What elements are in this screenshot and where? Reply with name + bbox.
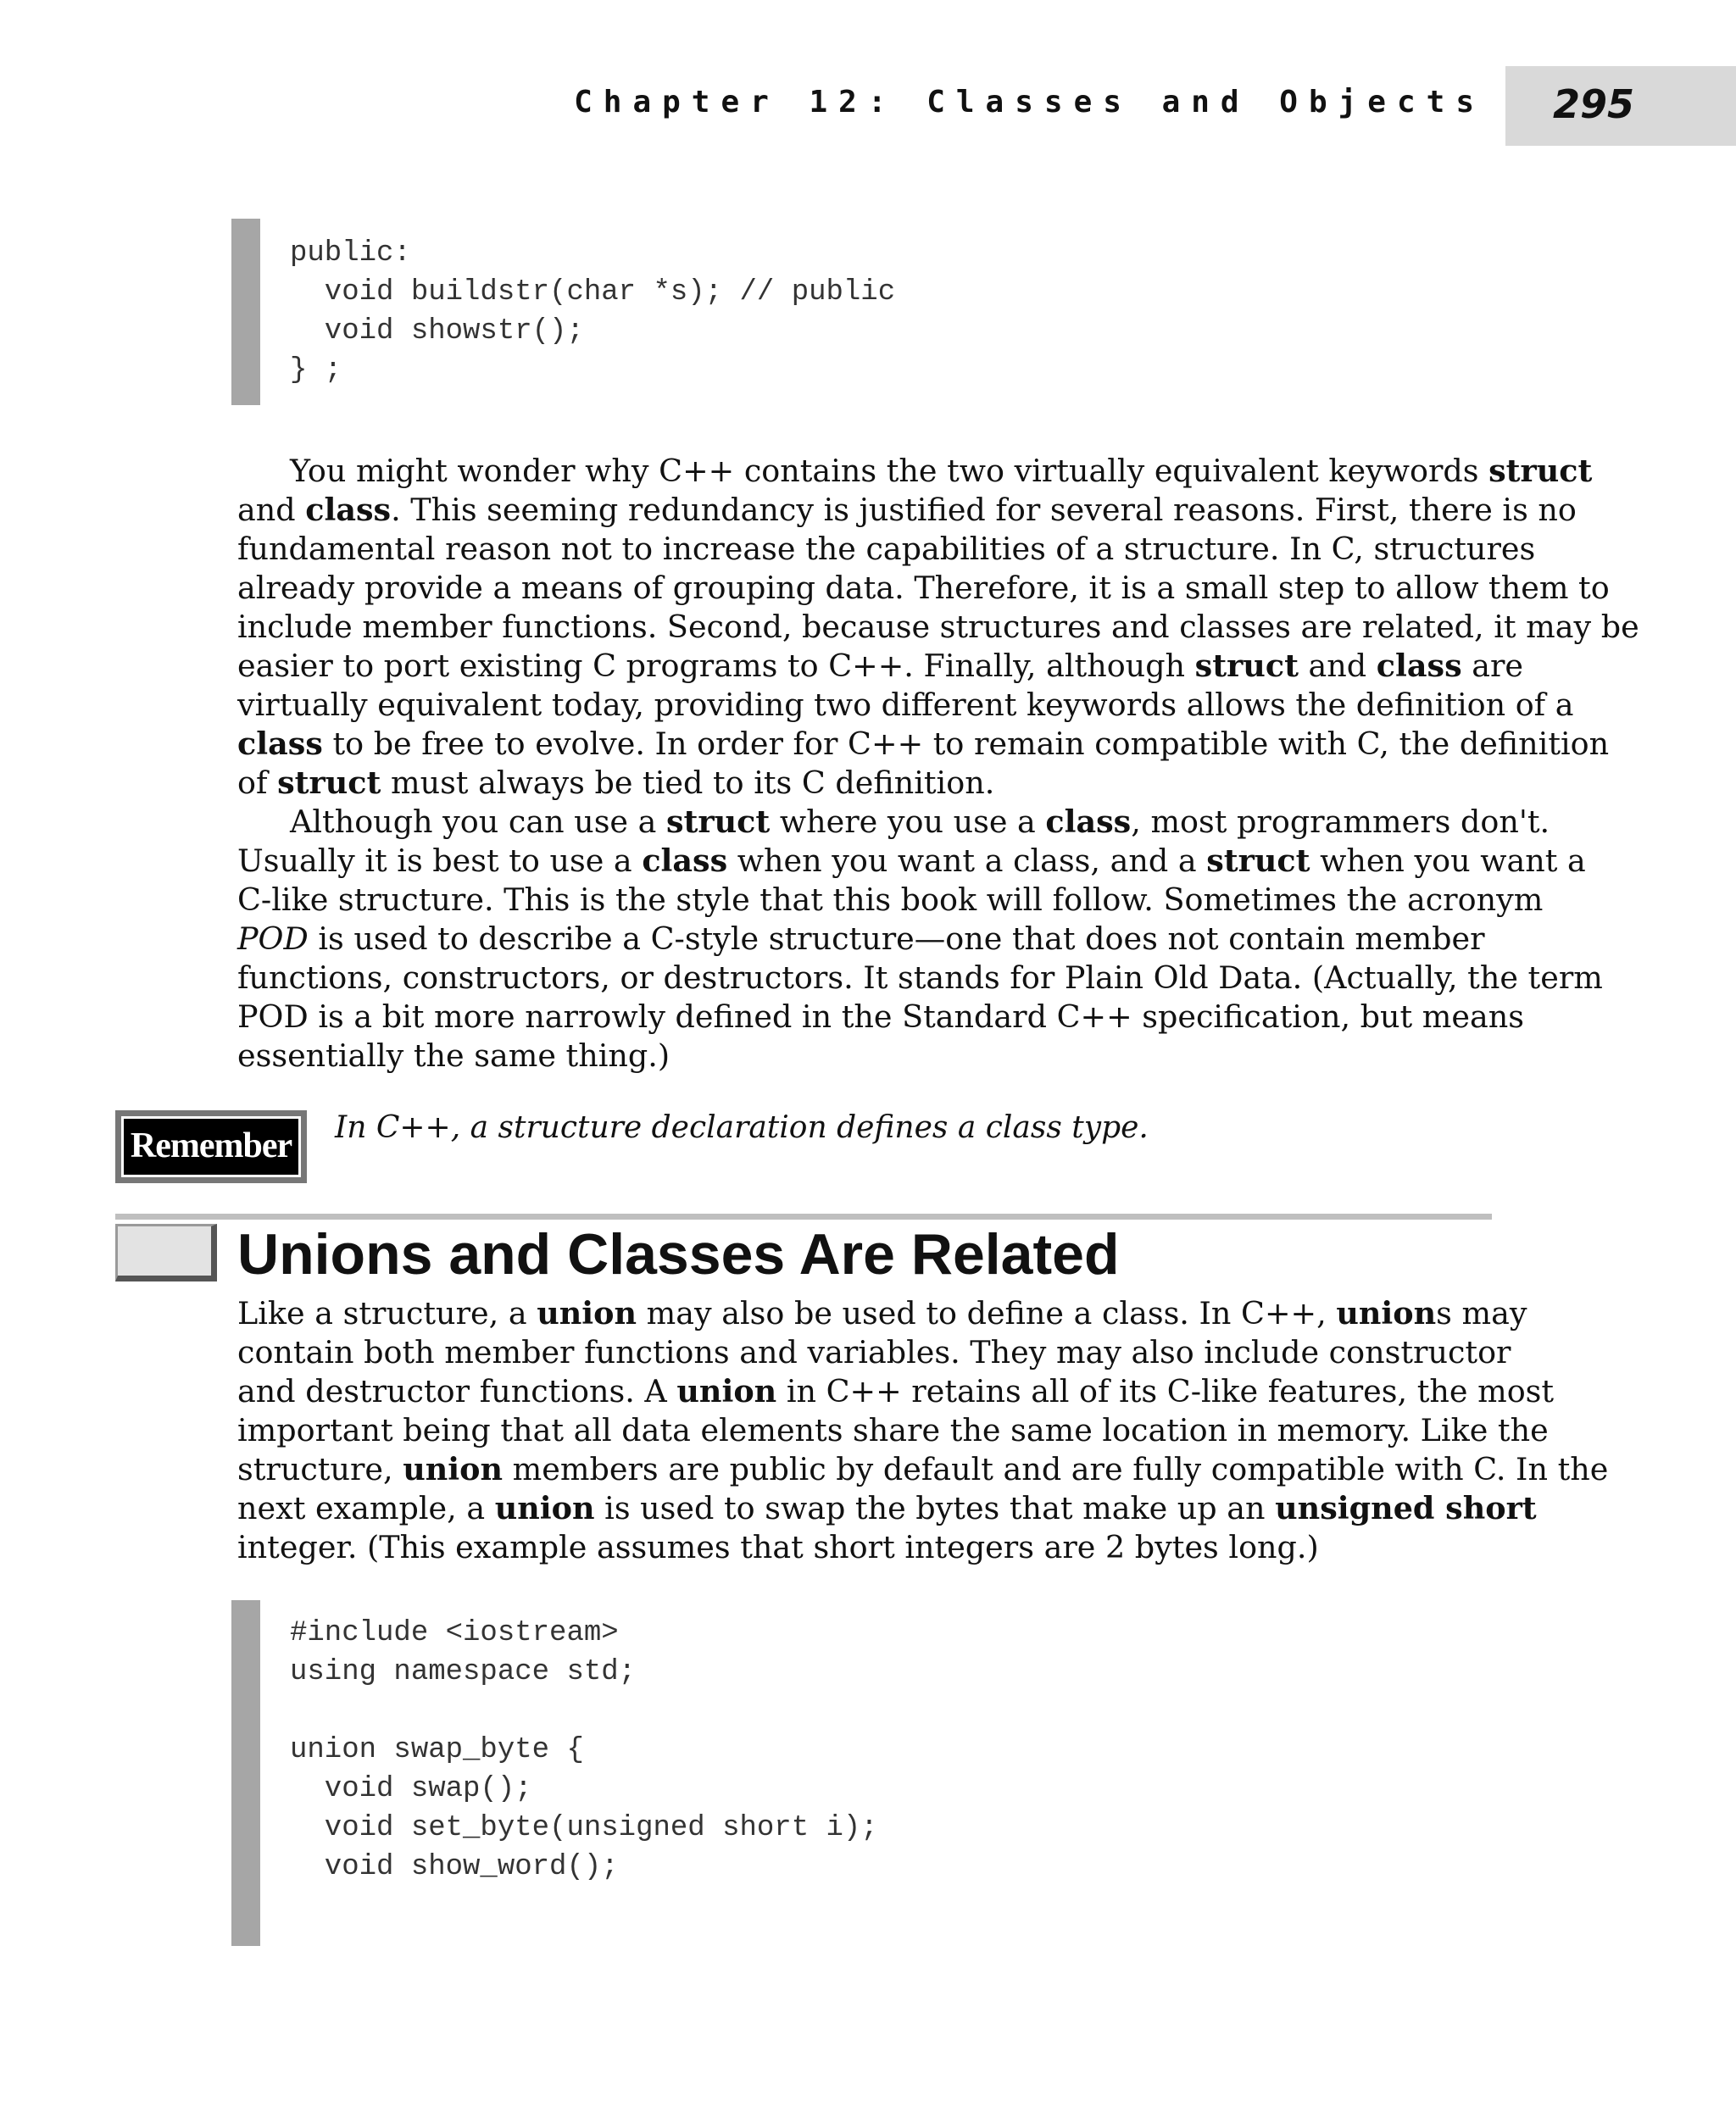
text-line bbox=[237, 725, 1610, 764]
text-line bbox=[237, 1333, 1511, 1372]
keyword: class bbox=[1045, 803, 1132, 840]
text-run: virtually equivalent today, providing two different keywords allows the definition of a bbox=[237, 687, 1574, 723]
text-line bbox=[237, 959, 1603, 998]
text-line bbox=[237, 1528, 1492, 1567]
text-run: of bbox=[237, 764, 278, 801]
text-run: POD is a bit more narrowly defined in the Standard C++ specification, but means bbox=[237, 998, 1525, 1035]
text-line bbox=[237, 569, 1610, 608]
text-run: essentially the same thing.) bbox=[237, 1037, 670, 1074]
text-line bbox=[237, 1294, 1527, 1333]
text-run: Usually it is best to use a bbox=[237, 842, 643, 879]
code-line: } ; bbox=[290, 354, 342, 386]
remember-icon bbox=[115, 1110, 307, 1183]
text-run: members are public by default and are fully compatible with C. In the bbox=[503, 1451, 1609, 1487]
code-line: void set_byte(unsigned short i); bbox=[290, 1812, 878, 1844]
text-run: integer. (This example assumes that short integers are 2 bytes long.) bbox=[237, 1529, 1319, 1565]
text-run: s may bbox=[1436, 1295, 1527, 1331]
keyword: struct bbox=[1194, 648, 1299, 684]
text-run: You might wonder why C++ contains the two virtually equivalent keywords bbox=[290, 453, 1489, 489]
text-run: is used to describe a C-style structure—one that does not contain member bbox=[308, 920, 1485, 957]
text-run: and destructor functions. A bbox=[237, 1373, 677, 1409]
text-line bbox=[237, 998, 1525, 1037]
text-line bbox=[237, 608, 1639, 647]
text-line bbox=[237, 881, 1544, 920]
code-line bbox=[290, 1692, 878, 1731]
text-run: already provide a means of grouping data. Therefore, it is a small step to allow them to bbox=[237, 570, 1610, 606]
keyword: union bbox=[1336, 1295, 1437, 1331]
code-line: void show_word(); bbox=[290, 1851, 619, 1883]
code-line: union swap_byte { bbox=[290, 1734, 584, 1766]
code-line: #include <iostream> bbox=[290, 1617, 619, 1649]
section-title: Unions and Classes Are Related bbox=[237, 1222, 1120, 1287]
text-line bbox=[237, 764, 1492, 803]
keyword: struct bbox=[666, 803, 771, 840]
text-line bbox=[237, 1037, 1492, 1076]
text-run: Like a structure, a bbox=[237, 1295, 537, 1331]
text-line bbox=[237, 1489, 1537, 1528]
text-line bbox=[237, 842, 1586, 881]
text-run: . This seeming redundancy is justified for several reasons. First, there is no bbox=[391, 492, 1577, 528]
code-line: void buildstr(char *s); // public bbox=[290, 276, 896, 309]
text-run: C-like structure. This is the style that this book will follow. Sometimes the acronym bbox=[237, 881, 1544, 918]
text-run: functions, constructors, or destructors. It stands for Plain Old Data. (Actually, the term bbox=[237, 959, 1603, 996]
keyword: struct bbox=[1488, 453, 1593, 489]
keyword: struct bbox=[1206, 842, 1310, 879]
text-line bbox=[237, 920, 1492, 959]
remember-note: In C++, a structure declaration defines a class type. bbox=[335, 1110, 1149, 1145]
code-line: void swap(); bbox=[290, 1773, 532, 1805]
text-line bbox=[237, 647, 1524, 686]
text-run: Although you can use a bbox=[290, 803, 666, 840]
text-run: , most programmers don't. bbox=[1131, 803, 1550, 840]
section-rule bbox=[115, 1214, 1492, 1220]
text-run: structure, bbox=[237, 1451, 403, 1487]
keyword: union bbox=[676, 1373, 777, 1409]
text-line bbox=[237, 803, 1550, 842]
remember-icon-label: Remember bbox=[121, 1116, 301, 1177]
paragraph-struct-vs-class bbox=[237, 452, 1639, 803]
text-run: is used to swap the bytes that make up an bbox=[594, 1490, 1276, 1526]
text-line bbox=[237, 530, 1536, 569]
section-heading-box bbox=[115, 1224, 217, 1281]
keyword: struct bbox=[277, 764, 381, 801]
text-run: contain both member functions and variables. They may also include constructor bbox=[237, 1334, 1511, 1370]
running-header: Chapter 12: Classes and Objects bbox=[574, 85, 1485, 120]
text-run: when you want a bbox=[1310, 842, 1586, 879]
text-run: important being that all data elements share the same location in memory. Like the bbox=[237, 1412, 1549, 1448]
text-line bbox=[237, 1450, 1609, 1489]
keyword: class bbox=[1376, 648, 1462, 684]
keyword: union bbox=[537, 1295, 637, 1331]
text-run: when you want a class, and a bbox=[727, 842, 1207, 879]
page-number: 295 bbox=[1553, 81, 1635, 127]
text-run: fundamental reason not to increase the capabilities of a structure. In C, structures bbox=[237, 531, 1536, 567]
text-run: where you use a bbox=[770, 803, 1046, 840]
code-block-1 bbox=[290, 234, 895, 390]
paragraph-pod bbox=[237, 803, 1603, 1076]
emphasis: POD bbox=[237, 920, 309, 957]
text-run: easier to port existing C programs to C++. Finally, although bbox=[237, 648, 1195, 684]
text-run: to be free to evolve. In order for C++ to remain compatible with C, the definition bbox=[322, 725, 1610, 762]
text-line bbox=[237, 686, 1574, 725]
text-line bbox=[237, 1411, 1549, 1450]
text-run: and bbox=[237, 492, 306, 528]
keyword: unsigned short bbox=[1275, 1490, 1537, 1526]
code-block-2 bbox=[290, 1614, 878, 1887]
text-run: and bbox=[1298, 648, 1377, 684]
code-block-bar bbox=[231, 219, 260, 405]
keyword: class bbox=[642, 842, 728, 879]
keyword: union bbox=[403, 1451, 504, 1487]
keyword: class bbox=[305, 492, 392, 528]
text-run: in C++ retains all of its C-like features, the most bbox=[776, 1373, 1555, 1409]
code-line: using namespace std; bbox=[290, 1656, 637, 1688]
text-line bbox=[237, 1372, 1555, 1411]
text-line bbox=[237, 452, 1593, 491]
text-run: are bbox=[1461, 648, 1524, 684]
code-line: void showstr(); bbox=[290, 315, 584, 347]
keyword: union bbox=[494, 1490, 595, 1526]
text-run: may also be used to define a class. In C++, bbox=[637, 1295, 1337, 1331]
text-line bbox=[237, 491, 1577, 530]
keyword: class bbox=[237, 725, 323, 762]
code-block-bar bbox=[231, 1600, 260, 1946]
text-run: next example, a bbox=[237, 1490, 495, 1526]
text-run: include member functions. Second, because structures and classes are related, it may be bbox=[237, 609, 1639, 645]
text-run: must always be tied to its C definition. bbox=[381, 764, 995, 801]
paragraph-unions bbox=[237, 1294, 1609, 1567]
code-line: public: bbox=[290, 237, 411, 270]
